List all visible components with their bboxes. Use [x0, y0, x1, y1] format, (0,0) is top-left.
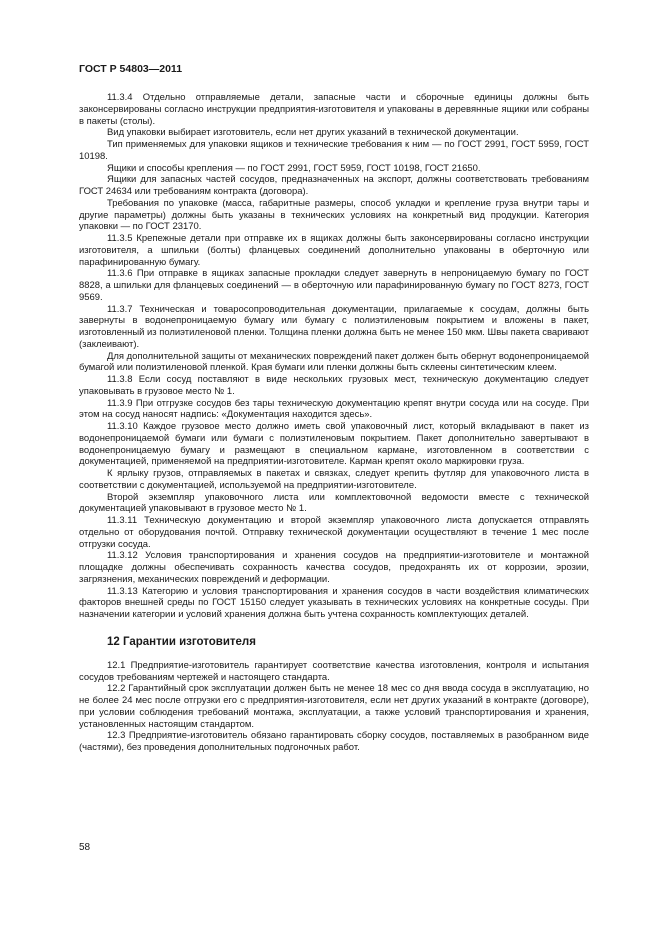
- paragraph: 11.3.4 Отдельно отправляемые детали, запасные части и сборочные единицы должны быть законсервированы согласно инструкции предприятия-изготовителя и упакованы в деревянные ящики или собраны в пакеты (столы).: [79, 92, 589, 127]
- paragraph: 11.3.6 При отправке в ящиках запасные прокладки следует завернуть в непроницаемую бумагу по ГОСТ 8828, а шпильки для фланцевых соединений — в оберточную или парафинированную бумагу по ГОСТ 8273, ГОСТ 9569.: [79, 268, 589, 303]
- paragraph: 12.1 Предприятие-изготовитель гарантирует соответствие качества изготовления, контроля и испытания сосудов требованиям чертежей и настоящего стандарта.: [79, 659, 589, 683]
- paragraph: 12.2 Гарантийный срок эксплуатации должен быть не менее 18 мес со дня ввода сосуда в эксплуатацию, но не более 24 мес после отгрузки его с предприятия-изготовителя, если нет других указаний в контракте (договоре), при условии соблюдения требований монтажа, эксплуатации, а также условий транспортирования и хранения, установленных настоящим стандартом.: [79, 683, 589, 730]
- paragraph: Тип применяемых для упаковки ящиков и технические требования к ним — по ГОСТ 2991, ГОСТ 5959, ГОСТ 10198.: [79, 139, 589, 162]
- paragraph: Ящики и способы крепления — по ГОСТ 2991, ГОСТ 5959, ГОСТ 10198, ГОСТ 21650.: [107, 162, 481, 174]
- paragraph: 11.3.10 Каждое грузовое место должно иметь свой упаковочный лист, который вкладывают в пакет из водонепроницаемой бумаги или бумаги с полиэтиленовым покрытием. Пакет дополнительно завертывают в водонепроницаемую бумагу и размещают в специальном кармане, изготовленном в соответствии с документацией, применяемой на предприятии-изготовителе. Карман крепят около маркировки груза.: [79, 421, 589, 468]
- paragraph: 11.3.12 Условия транспортирования и хранения сосудов на предприятии-изготовителе и монтажной площадке должны обеспечивать сохранность качества сосудов, предохранять их от коррозии, эрозии, загрязнения, механических повреждений и деформации.: [79, 550, 589, 585]
- paragraph: 11.3.9 При отгрузке сосудов без тары техническую документацию крепят внутри сосуда или на сосуде. При этом на сосуд наносят надпись: «Документация находится здесь».: [79, 397, 589, 421]
- standard-header: ГОСТ Р 54803—2011: [79, 63, 183, 75]
- paragraph: Ящики для запасных частей сосудов, предназначенных на экспорт, должны соответствовать требованиям ГОСТ 24634 или требованиям контракта (договора).: [79, 174, 589, 197]
- paragraph: Вид упаковки выбирает изготовитель, если нет других указаний в технической документации.: [107, 127, 519, 139]
- paragraph: Второй экземпляр упаковочного листа или комплектовочной ведомости вместе с технической документацией упаковывают в грузовое место № 1.: [79, 491, 589, 515]
- paragraph: 11.3.13 Категорию и условия транспортирования и хранения сосудов в части воздействия климатических факторов внешней среды по ГОСТ 15150 следует указывать в технических условиях на конкретные сосуды. При назначении категории и условий хранения должна быть учтена сохранность комплектующих деталей.: [79, 585, 589, 620]
- paragraph: 11.3.11 Техническую документацию и второй экземпляр упаковочного листа допускается отправлять отдельно от оборудования почтой. Отправку технической документации осуществляют в течение 1 мес после отгрузки сосуда.: [79, 515, 589, 550]
- paragraph: Требования по упаковке (масса, габаритные размеры, способ укладки и крепление груза внутри тары и другие параметры) должны быть указаны в технических условиях на конкретный вид продукции. Категория упаковки — по ГОСТ 23170.: [79, 197, 589, 233]
- paragraph: 11.3.5 Крепежные детали при отправке их в ящиках должны быть законсервированы согласно инструкции изготовителя, а шпильки (болты) фланцевых соединений дополнительно упакованы в оберточную или парафинированную бумагу.: [79, 233, 589, 268]
- page-body: [79, 92, 589, 754]
- paragraph: 11.3.7 Техническая и товаросопроводительная документации, прилагаемые к сосудам, должны быть завернуты в водонепроницаемую бумагу или бумагу с полиэтиленовым покрытием и вложены в пакет, изготовленный из полиэтиленовой пленки. Толщина пленки должна быть не менее 150 мкм. Швы пакета сваривают (заклеивают).: [79, 303, 589, 350]
- page-number: 58: [79, 842, 91, 853]
- paragraph: 11.3.8 Если сосуд поставляют в виде нескольких грузовых мест, техническую документацию следует упаковывать в грузовое место № 1.: [79, 374, 589, 397]
- paragraph: К ярлыку грузов, отправляемых в пакетах и связках, следует крепить футляр для упаковочного листа в соответствии с документацией, используемой на предприятии-изготовителе.: [79, 468, 589, 491]
- section-heading: 12 Гарантии изготовителя: [107, 635, 256, 648]
- paragraph: 12.3 Предприятие-изготовитель обязано гарантировать сборку сосудов, поставляемых в разобранном виде (частями), без проведения дополнительных подгоночных работ.: [79, 730, 589, 753]
- paragraph: Для дополнительной защиты от механических повреждений пакет должен быть обернут водонепроницаемой бумагой или полиэтиленовой пленкой. Края бумаги или пленки должны быть склеены синтетическим клеем.: [79, 350, 589, 374]
